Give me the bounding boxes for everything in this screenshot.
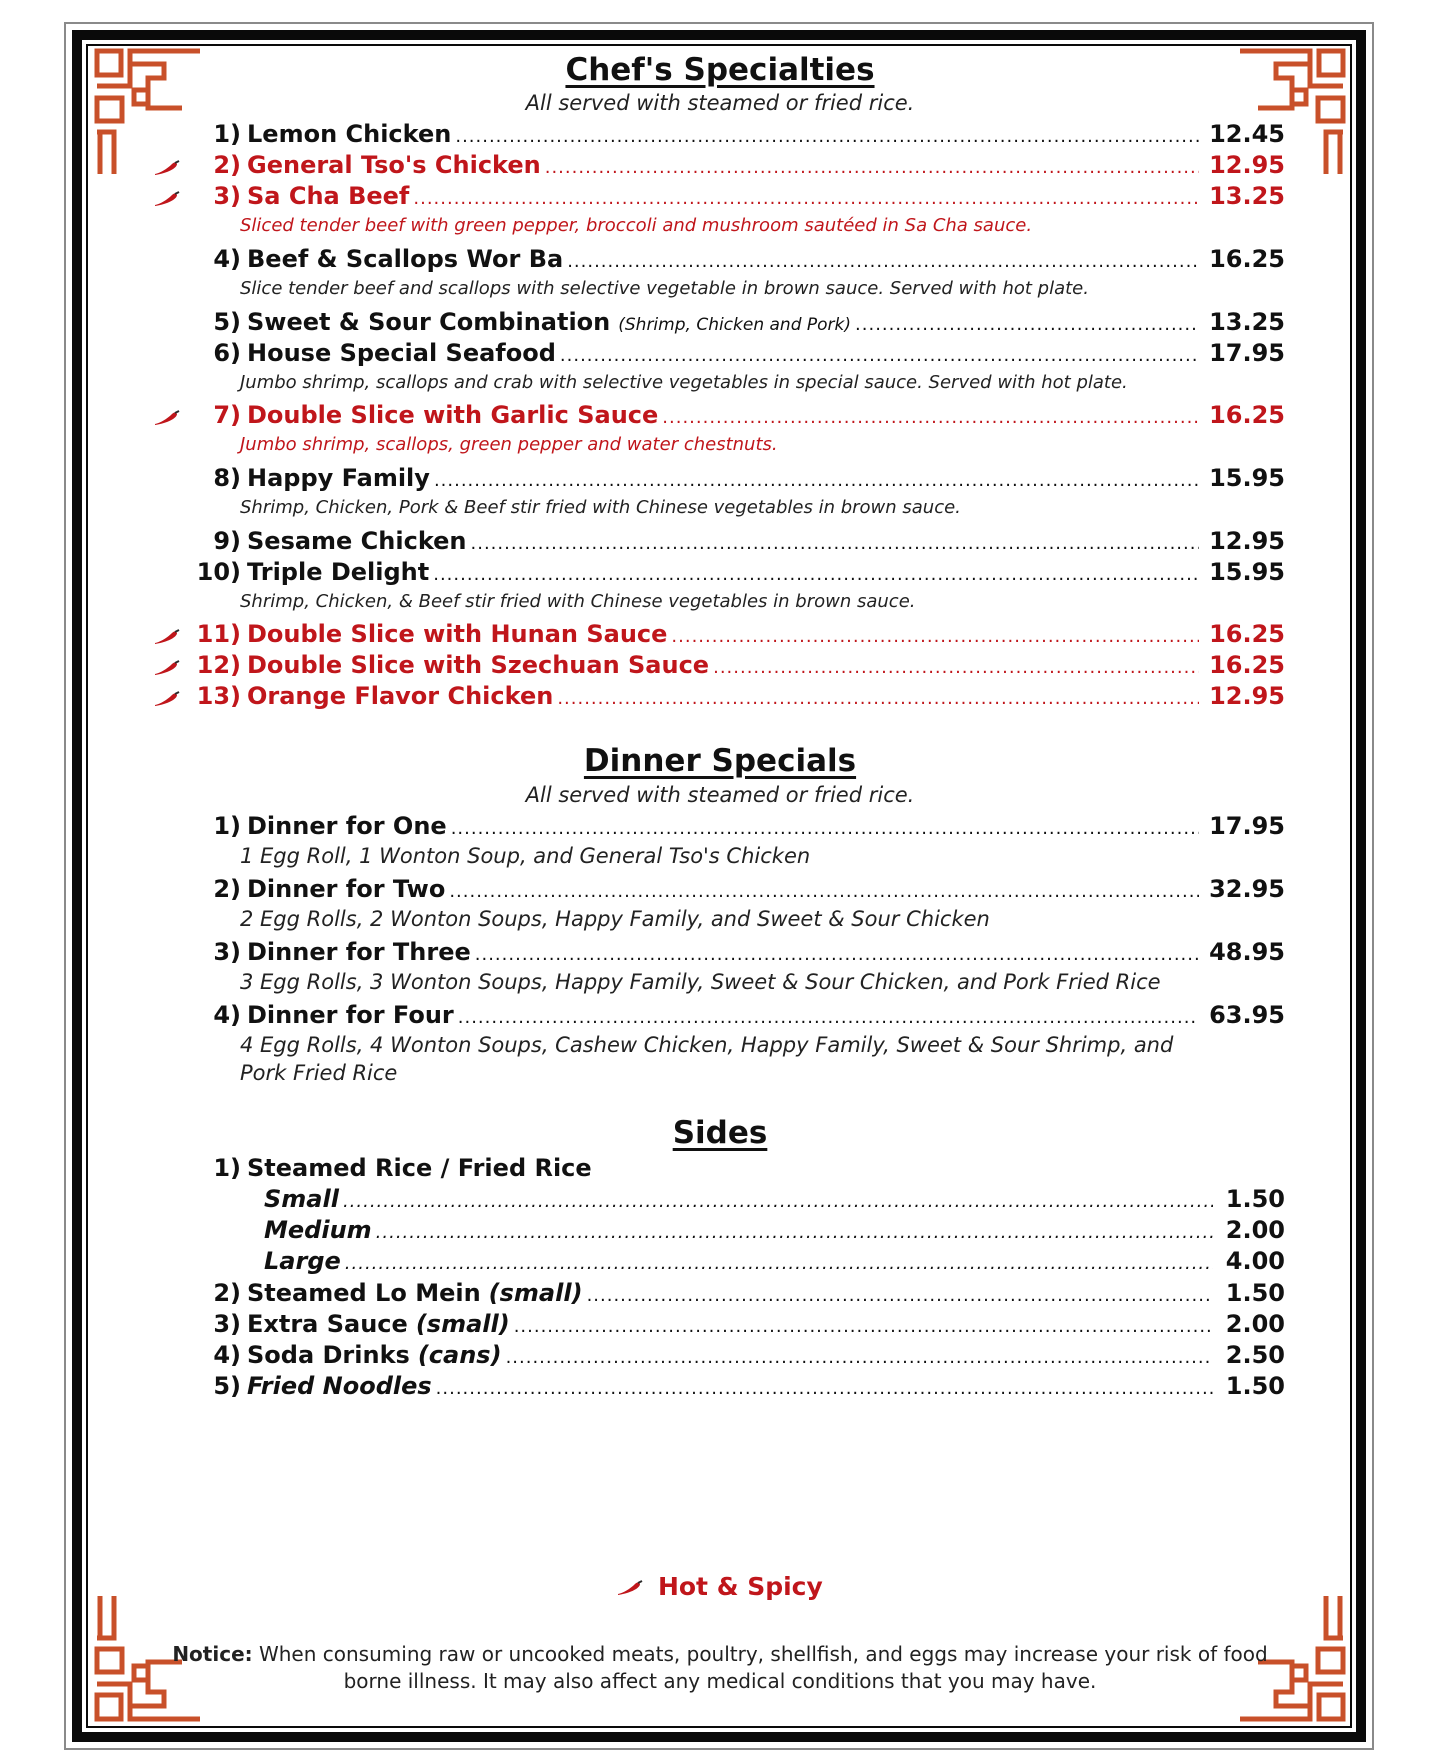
item-name: Extra Sauce — [247, 1310, 408, 1338]
chili-pepper-icon — [154, 191, 180, 207]
item-name: Orange Flavor Chicken — [247, 682, 554, 710]
item-description: 1 Egg Roll, 1 Wonton Soup, and General Tso's Chicken — [240, 844, 811, 868]
item-number: 13) — [196, 682, 241, 710]
item-price: 1.50 — [1225, 1185, 1285, 1213]
chili-pepper-icon — [154, 660, 180, 676]
item-description: Jumbo shrimp, scallops and crab with selective vegetables in special sauce. Served with hot plate. — [240, 372, 1128, 393]
item-number: 1) — [213, 1154, 241, 1182]
item-number: 5) — [213, 308, 241, 336]
item-number: 4) — [213, 1001, 241, 1029]
menu-item-spicy — [195, 682, 1285, 712]
item-number: 6) — [213, 339, 241, 367]
dot-leader — [567, 251, 1199, 272]
item-name: Double Slice with Szechuan Sauce — [247, 651, 710, 679]
item-name: Sweet & Sour Combination — [247, 308, 611, 336]
item-price: 16.25 — [1209, 245, 1285, 273]
chili-pepper-icon — [617, 1580, 643, 1596]
menu-item — [195, 1341, 1285, 1371]
item-price: 12.45 — [1209, 120, 1285, 148]
chili-pepper-icon — [154, 160, 180, 176]
item-price: 48.95 — [1209, 938, 1285, 966]
item-price: 2.00 — [1225, 1216, 1285, 1244]
item-price: 16.25 — [1209, 620, 1285, 648]
item-name: Fried Noodles — [247, 1372, 432, 1400]
item-number: 1) — [213, 812, 241, 840]
menu-item — [195, 527, 1285, 557]
menu-item — [195, 120, 1285, 150]
size-option — [264, 1216, 1285, 1246]
dot-leader — [451, 818, 1199, 839]
item-number: 2) — [213, 875, 241, 903]
menu-item — [195, 308, 1285, 338]
dot-leader — [433, 564, 1199, 585]
menu-item — [195, 339, 1285, 369]
item-number: 4) — [213, 245, 241, 273]
item-price: 17.95 — [1209, 812, 1285, 840]
dot-leader — [436, 1378, 1213, 1399]
dinner-specials-title: Dinner Specials — [583, 743, 857, 779]
item-qualifier: (cans) — [417, 1341, 502, 1369]
dot-leader — [662, 407, 1199, 428]
item-number: 5) — [213, 1372, 241, 1400]
dot-leader — [455, 126, 1199, 147]
legend-label: Hot & Spicy — [657, 1572, 823, 1601]
menu-item-spicy — [195, 620, 1285, 650]
dot-leader — [376, 1222, 1213, 1243]
dot-leader — [345, 1253, 1213, 1274]
menu-item-spicy — [195, 401, 1285, 431]
item-name: Double Slice with Hunan Sauce — [247, 620, 668, 648]
notice-label: Notice: — [172, 1642, 253, 1666]
dot-leader — [855, 314, 1199, 335]
size-name: Small — [264, 1185, 339, 1213]
item-price: 17.95 — [1209, 339, 1285, 367]
item-number: 4) — [213, 1341, 241, 1369]
notice-text: When consuming raw or uncooked meats, poultry, shellfish, and eggs may increase your risk of food borne illness. It may also affect any medical conditions that you may have. — [258, 1642, 1268, 1693]
item-price: 1.50 — [1225, 1372, 1285, 1400]
dot-leader — [514, 1316, 1213, 1337]
item-price: 2.50 — [1225, 1341, 1285, 1369]
dot-leader — [471, 533, 1200, 554]
menu-item — [195, 812, 1285, 842]
item-description: Shrimp, Chicken, Pork & Beef stir fried with Chinese vegetables in brown sauce. — [240, 497, 961, 518]
item-name: Dinner for Four — [247, 1001, 454, 1029]
item-note: (Shrimp, Chicken and Pork) — [618, 315, 852, 335]
item-price: 1.50 — [1225, 1279, 1285, 1307]
dot-leader — [475, 944, 1199, 965]
dot-leader — [560, 345, 1199, 366]
item-number: 2) — [213, 1279, 241, 1307]
item-name: Steamed Lo Mein — [247, 1279, 481, 1307]
sides-title: Sides — [672, 1115, 768, 1151]
chili-pepper-icon — [154, 691, 180, 707]
dot-leader — [458, 1007, 1199, 1028]
chef-specialties-title: Chef's Specialties — [565, 52, 875, 88]
item-description: Jumbo shrimp, scallops, green pepper and water chestnuts. — [240, 434, 778, 455]
menu-item — [195, 1372, 1285, 1402]
dot-leader — [545, 157, 1199, 178]
item-name: Steamed Rice / Fried Rice — [247, 1154, 592, 1182]
menu-item — [195, 1279, 1285, 1309]
item-number: 3) — [213, 938, 241, 966]
menu-item-spicy — [195, 151, 1285, 181]
health-notice — [170, 1641, 1270, 1695]
chili-pepper-icon — [154, 629, 180, 645]
item-name: House Special Seafood — [247, 339, 556, 367]
dot-leader — [671, 626, 1199, 647]
item-name: Dinner for Two — [247, 875, 446, 903]
item-number: 8) — [213, 464, 241, 492]
item-description: 2 Egg Rolls, 2 Wonton Soups, Happy Family, and Sweet & Sour Chicken — [240, 907, 990, 931]
chef-specialties-subtitle: All served with steamed or fried rice. — [525, 91, 915, 115]
dot-leader — [434, 470, 1199, 491]
item-price: 13.25 — [1209, 308, 1285, 336]
item-price: 16.25 — [1209, 401, 1285, 429]
item-price: 12.95 — [1209, 527, 1285, 555]
item-number: 2) — [213, 151, 241, 179]
item-number: 3) — [213, 1310, 241, 1338]
hot-and-spicy-legend — [0, 1572, 1440, 1601]
item-name: General Tso's Chicken — [247, 151, 541, 179]
item-name: Happy Family — [247, 464, 430, 492]
dot-leader — [557, 688, 1199, 709]
item-name: Triple Delight — [247, 558, 430, 586]
item-name: Beef & Scallops Wor Ba — [247, 245, 564, 273]
menu-item — [195, 245, 1285, 275]
item-price: 15.95 — [1209, 558, 1285, 586]
item-description: Sliced tender beef with green pepper, broccoli and mushroom sautéed in Sa Cha sauce. — [240, 215, 1033, 236]
item-number: 11) — [196, 620, 241, 648]
item-name: Soda Drinks — [247, 1341, 410, 1369]
size-option — [264, 1185, 1285, 1215]
dot-leader — [506, 1347, 1213, 1368]
menu-item — [195, 1310, 1285, 1340]
item-name: Lemon Chicken — [247, 120, 452, 148]
item-price: 2.00 — [1225, 1310, 1285, 1338]
dot-leader — [713, 657, 1199, 678]
menu-item — [195, 1001, 1285, 1031]
menu-item-spicy — [195, 651, 1285, 681]
item-price: 12.95 — [1209, 682, 1285, 710]
item-name: Dinner for Three — [247, 938, 471, 966]
item-number: 12) — [196, 651, 241, 679]
item-name: Sesame Chicken — [247, 527, 467, 555]
item-name: Double Slice with Garlic Sauce — [247, 401, 659, 429]
item-number: 3) — [213, 182, 241, 210]
item-name: Sa Cha Beef — [247, 182, 410, 210]
item-price: 32.95 — [1209, 875, 1285, 903]
menu-item — [195, 464, 1285, 494]
item-number: 7) — [213, 401, 241, 429]
item-price: 63.95 — [1209, 1001, 1285, 1029]
item-description: Shrimp, Chicken, & Beef stir fried with Chinese vegetables in brown sauce. — [240, 591, 916, 612]
item-number: 9) — [213, 527, 241, 555]
item-qualifier: (small) — [415, 1310, 510, 1338]
item-number: 10) — [196, 558, 241, 586]
item-description: Slice tender beef and scallops with selective vegetable in brown sauce. Served with hot plate. — [240, 278, 1089, 299]
dot-leader — [449, 881, 1199, 902]
item-price: 4.00 — [1225, 1247, 1285, 1275]
item-qualifier: (small) — [488, 1279, 583, 1307]
dot-leader — [343, 1191, 1213, 1212]
menu-item-heading — [195, 1154, 1285, 1184]
menu-item — [195, 938, 1285, 968]
item-price: 13.25 — [1209, 182, 1285, 210]
item-name: Dinner for One — [247, 812, 447, 840]
item-description: 4 Egg Rolls, 4 Wonton Soups, Cashew Chicken, Happy Family, Sweet & Sour Shrimp, and Pork Fried Rice — [240, 1033, 1174, 1085]
chili-pepper-icon — [154, 410, 180, 426]
item-price: 12.95 — [1209, 151, 1285, 179]
item-price: 15.95 — [1209, 464, 1285, 492]
menu-item — [195, 558, 1285, 588]
dot-leader — [587, 1285, 1213, 1306]
item-description: 3 Egg Rolls, 3 Wonton Soups, Happy Family, Sweet & Sour Chicken, and Pork Fried Rice — [240, 970, 1161, 994]
size-name: Medium — [264, 1216, 372, 1244]
item-number: 1) — [213, 120, 241, 148]
size-option — [264, 1247, 1285, 1277]
item-price: 16.25 — [1209, 651, 1285, 679]
dinner-specials-subtitle: All served with steamed or fried rice. — [525, 783, 915, 807]
dot-leader — [413, 188, 1199, 209]
menu-item-spicy — [195, 182, 1285, 212]
size-name: Large — [264, 1247, 341, 1275]
menu-item — [195, 875, 1285, 905]
